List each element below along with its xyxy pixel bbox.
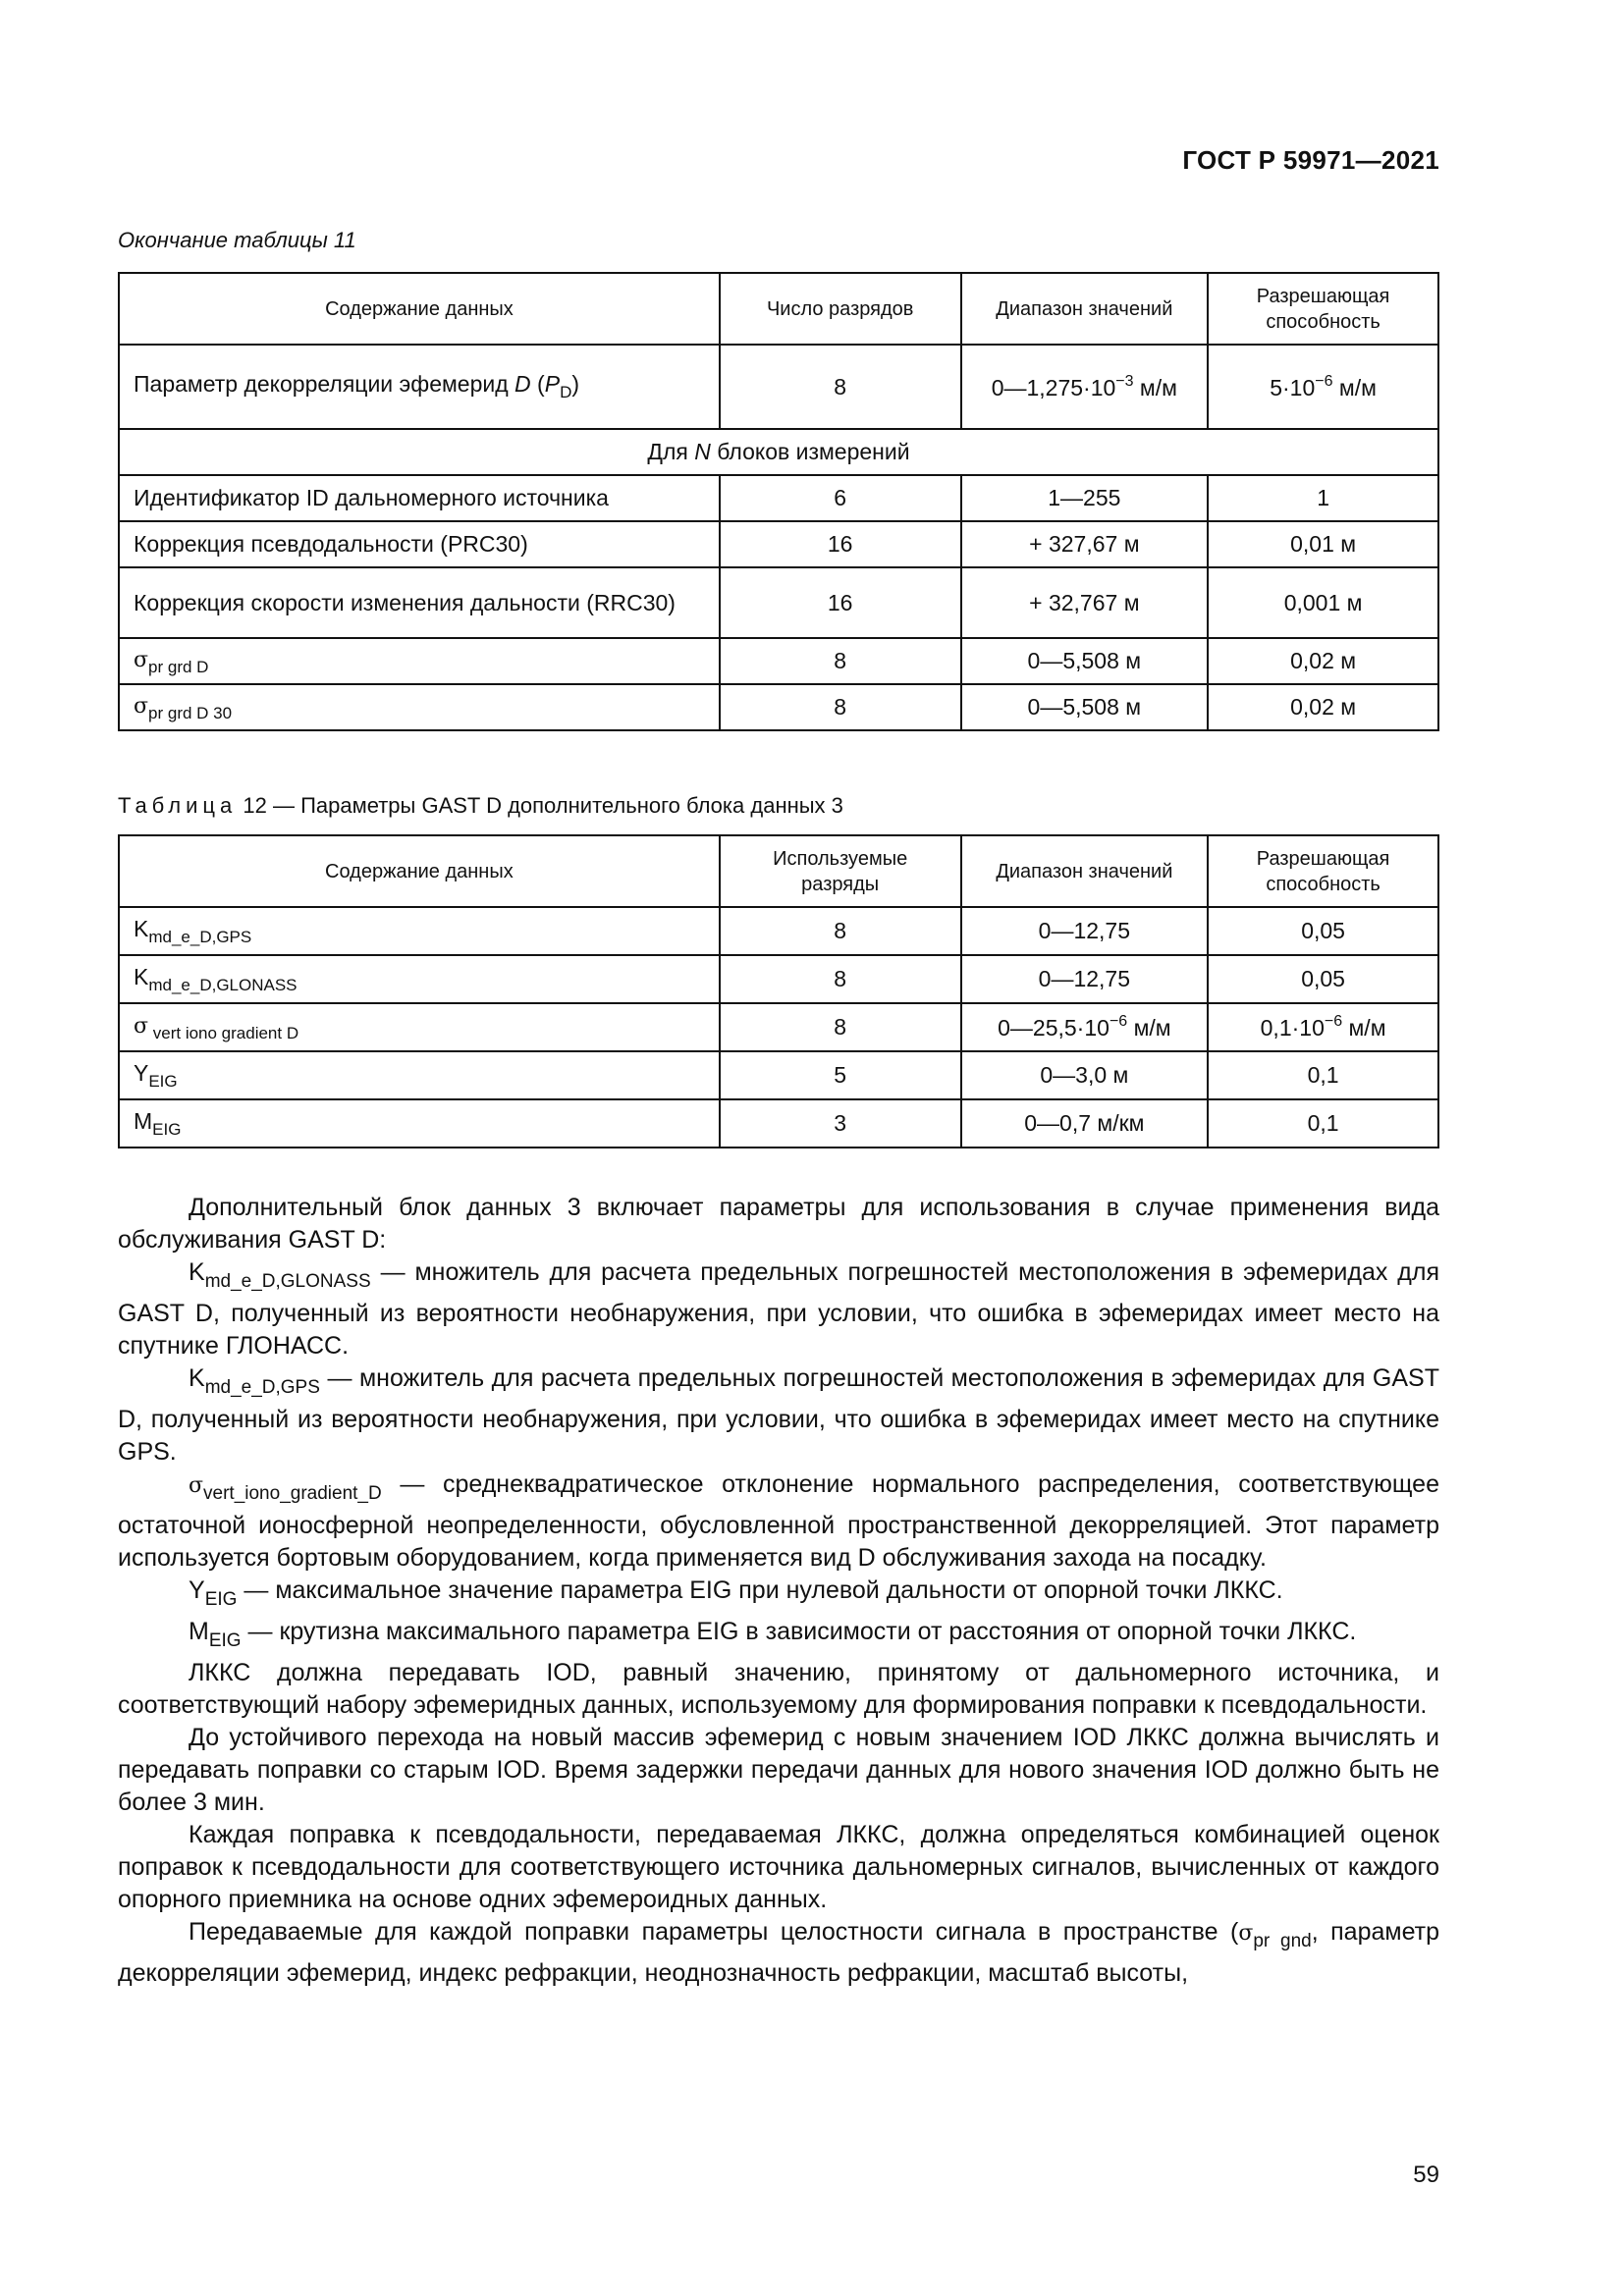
cell-range: $0—1,275\cdot 10^{-3}$ м/м (961, 345, 1209, 429)
table11-caption: Окончание таблицы 11 (118, 228, 356, 252)
cell-content: Коррекция псевдодальности (PRC30) (119, 521, 720, 567)
cell-bits: 8 (720, 907, 961, 955)
table-span-row (119, 429, 1438, 475)
paragraph: Дополнительный блок данных 3 включает параметры для использования в случае применения вида обслуживания GAST D: (118, 1194, 1439, 1254)
paragraph: $K_{md\_e\_D,GLONASS}$ — множитель для расчета предельных погрешностей местоположения в эфемеридах для GAST D, полученный из вероятности необнаружения, при условии, что ошибка в эфемеридах имеет место на спутнике ГЛОНАСС. (118, 1258, 1439, 1360)
cell-range: 0—0,7 м/км (961, 1099, 1209, 1148)
table-11 (118, 272, 1439, 731)
header-content: Содержание данных (119, 835, 720, 907)
cell-range: 0—3,0 м (961, 1051, 1209, 1099)
table-row (119, 1099, 1438, 1148)
cell-resolution: 0,05 (1208, 907, 1438, 955)
paragraph: Каждая поправка к псевдодальности, передаваемая ЛККС, должна определяться комбинацией оценок поправок к псевдодальности для соответствующего источника дальномерных сигналов, вычисленных от каждого опорного приемника на основе одних эфемероидных данных. (118, 1821, 1439, 1913)
cell-bits: 8 (720, 1003, 961, 1051)
cell-resolution: 0,1 (1208, 1099, 1438, 1148)
cell-bits: 8 (720, 955, 961, 1003)
table-header-row (119, 835, 1438, 907)
cell-bits: 6 (720, 475, 961, 521)
table-row (119, 567, 1438, 638)
table-row (119, 1003, 1438, 1051)
table-12 (118, 834, 1439, 1148)
table-header-row (119, 273, 1438, 345)
table-row (119, 521, 1438, 567)
cell-resolution: 0,02 м (1208, 638, 1438, 684)
table-row (119, 684, 1438, 730)
paragraph: $Y_{EIG}$ — максимальное значение параметра EIG при нулевой дальности от опорной точки ЛККС. (189, 1576, 1283, 1610)
cell-resolution: $5\cdot 10^{-6}$ м/м (1208, 345, 1438, 429)
header-content: Содержание данных (119, 273, 720, 345)
cell-range: 0—12,75 (961, 907, 1209, 955)
table-row (119, 345, 1438, 429)
cell-content: Идентификатор ID дальномерного источника (119, 475, 720, 521)
cell-content: $\sigma_{pr grd D}$ (119, 638, 720, 684)
document-id: ГОСТ Р 59971—2021 (1182, 145, 1439, 175)
header-resolution: Разрешающая способность (1208, 273, 1438, 345)
header-range: Диапазон значений (961, 835, 1209, 907)
cell-bits: 3 (720, 1099, 961, 1148)
header-bits: Используемые разряды (720, 835, 961, 907)
cell-span: Для N блоков измерений (119, 429, 1438, 475)
cell-resolution: 0,001 м (1208, 567, 1438, 638)
header-range: Диапазон значений (961, 273, 1209, 345)
cell-resolution: $0,1\cdot 10^{-6}$ м/м (1208, 1003, 1438, 1051)
cell-bits: 8 (720, 345, 961, 429)
table-row (119, 955, 1438, 1003)
cell-bits: 16 (720, 521, 961, 567)
cell-range: + 327,67 м (961, 521, 1209, 567)
table12-caption: Таблица 12 — Параметры GAST D дополнительного блока данных 3 (118, 793, 843, 818)
cell-range: $0—25,5\cdot 10^{-6}$ м/м (961, 1003, 1209, 1051)
cell-range: + 32,767 м (961, 567, 1209, 638)
cell-content: σ $_{vert iono gradient D}$ (119, 1003, 720, 1051)
cell-resolution: 0,02 м (1208, 684, 1438, 730)
cell-content: Параметр декорреляции эфемерид D $(P_D)$ (119, 345, 720, 429)
cell-resolution: 0,1 (1208, 1051, 1438, 1099)
paragraph: ЛККС должна передавать IOD, равный значению, принятому от дальномерного источника, и соответствующий набору эфемеридных данных, используемому для формирования поправки к псевдодальности. (118, 1659, 1439, 1719)
cell-range: 0—5,508 м (961, 684, 1209, 730)
cell-bits: 16 (720, 567, 961, 638)
cell-content: Коррекция скорости изменения дальности (RRC30) (119, 567, 720, 638)
table-row (119, 907, 1438, 955)
cell-bits: 5 (720, 1051, 961, 1099)
cell-content: $Y_{EIG}$ (119, 1051, 720, 1099)
cell-content: $K_{md\_e\_D,GPS}$ (119, 907, 720, 955)
cell-content: $\sigma_{pr grd D 30}$ (119, 684, 720, 730)
header-resolution: Разрешающая способность (1208, 835, 1438, 907)
cell-content: $M_{EIG}$ (119, 1099, 720, 1148)
cell-resolution: 1 (1208, 475, 1438, 521)
paragraph: До устойчивого перехода на новый массив эфемерид с новым значением IOD ЛККС должна вычислять и передавать поправки со старым IOD. Время задержки передачи данных для нового значения IOD должно быть не более 3 мин. (118, 1724, 1439, 1816)
cell-range: 0—12,75 (961, 955, 1209, 1003)
paragraph: Передаваемые для каждой поправки параметры целостности сигнала в пространстве ($\sigma_{pr gnd}$, параметр декорреляции эфемерид, индекс рефракции, неоднозначность рефракции, масштаб высоты, (118, 1918, 1440, 1987)
page-number: 59 (1413, 2162, 1439, 2188)
cell-range: 1—255 (961, 475, 1209, 521)
paragraph: $\sigma_{vert\_iono\_gradient\_D}$ — среднеквадратическое отклонение нормального распределения, соответствующее остаточной ионосферной неопределенности, обусловленной пространственной декорреляцией. Этот параметр используется бортовым оборудованием, когда применяется вид D обслуживания захода на посадку. (118, 1470, 1439, 1572)
table-row (119, 475, 1438, 521)
table-row (119, 1051, 1438, 1099)
paragraph: $K_{md\_e\_D,GPS}$ — множитель для расчета предельных погрешностей местоположения в эфемеридах для GAST D, полученный из вероятности необнаружения, при условии, что ошибка в эфемеридах имеет место на спутнике GPS. (118, 1364, 1439, 1466)
table-row (119, 638, 1438, 684)
cell-resolution: 0,05 (1208, 955, 1438, 1003)
cell-range: 0—5,508 м (961, 638, 1209, 684)
cell-content: $K_{md\_e\_D,GLONASS}$ (119, 955, 720, 1003)
header-bits: Число разрядов (720, 273, 961, 345)
cell-bits: 8 (720, 638, 961, 684)
paragraph: $M_{EIG}$ — крутизна максимального параметра EIG в зависимости от расстояния от опорной точки ЛККС. (189, 1618, 1357, 1651)
cell-resolution: 0,01 м (1208, 521, 1438, 567)
cell-bits: 8 (720, 684, 961, 730)
body-text (118, 1192, 1439, 1990)
